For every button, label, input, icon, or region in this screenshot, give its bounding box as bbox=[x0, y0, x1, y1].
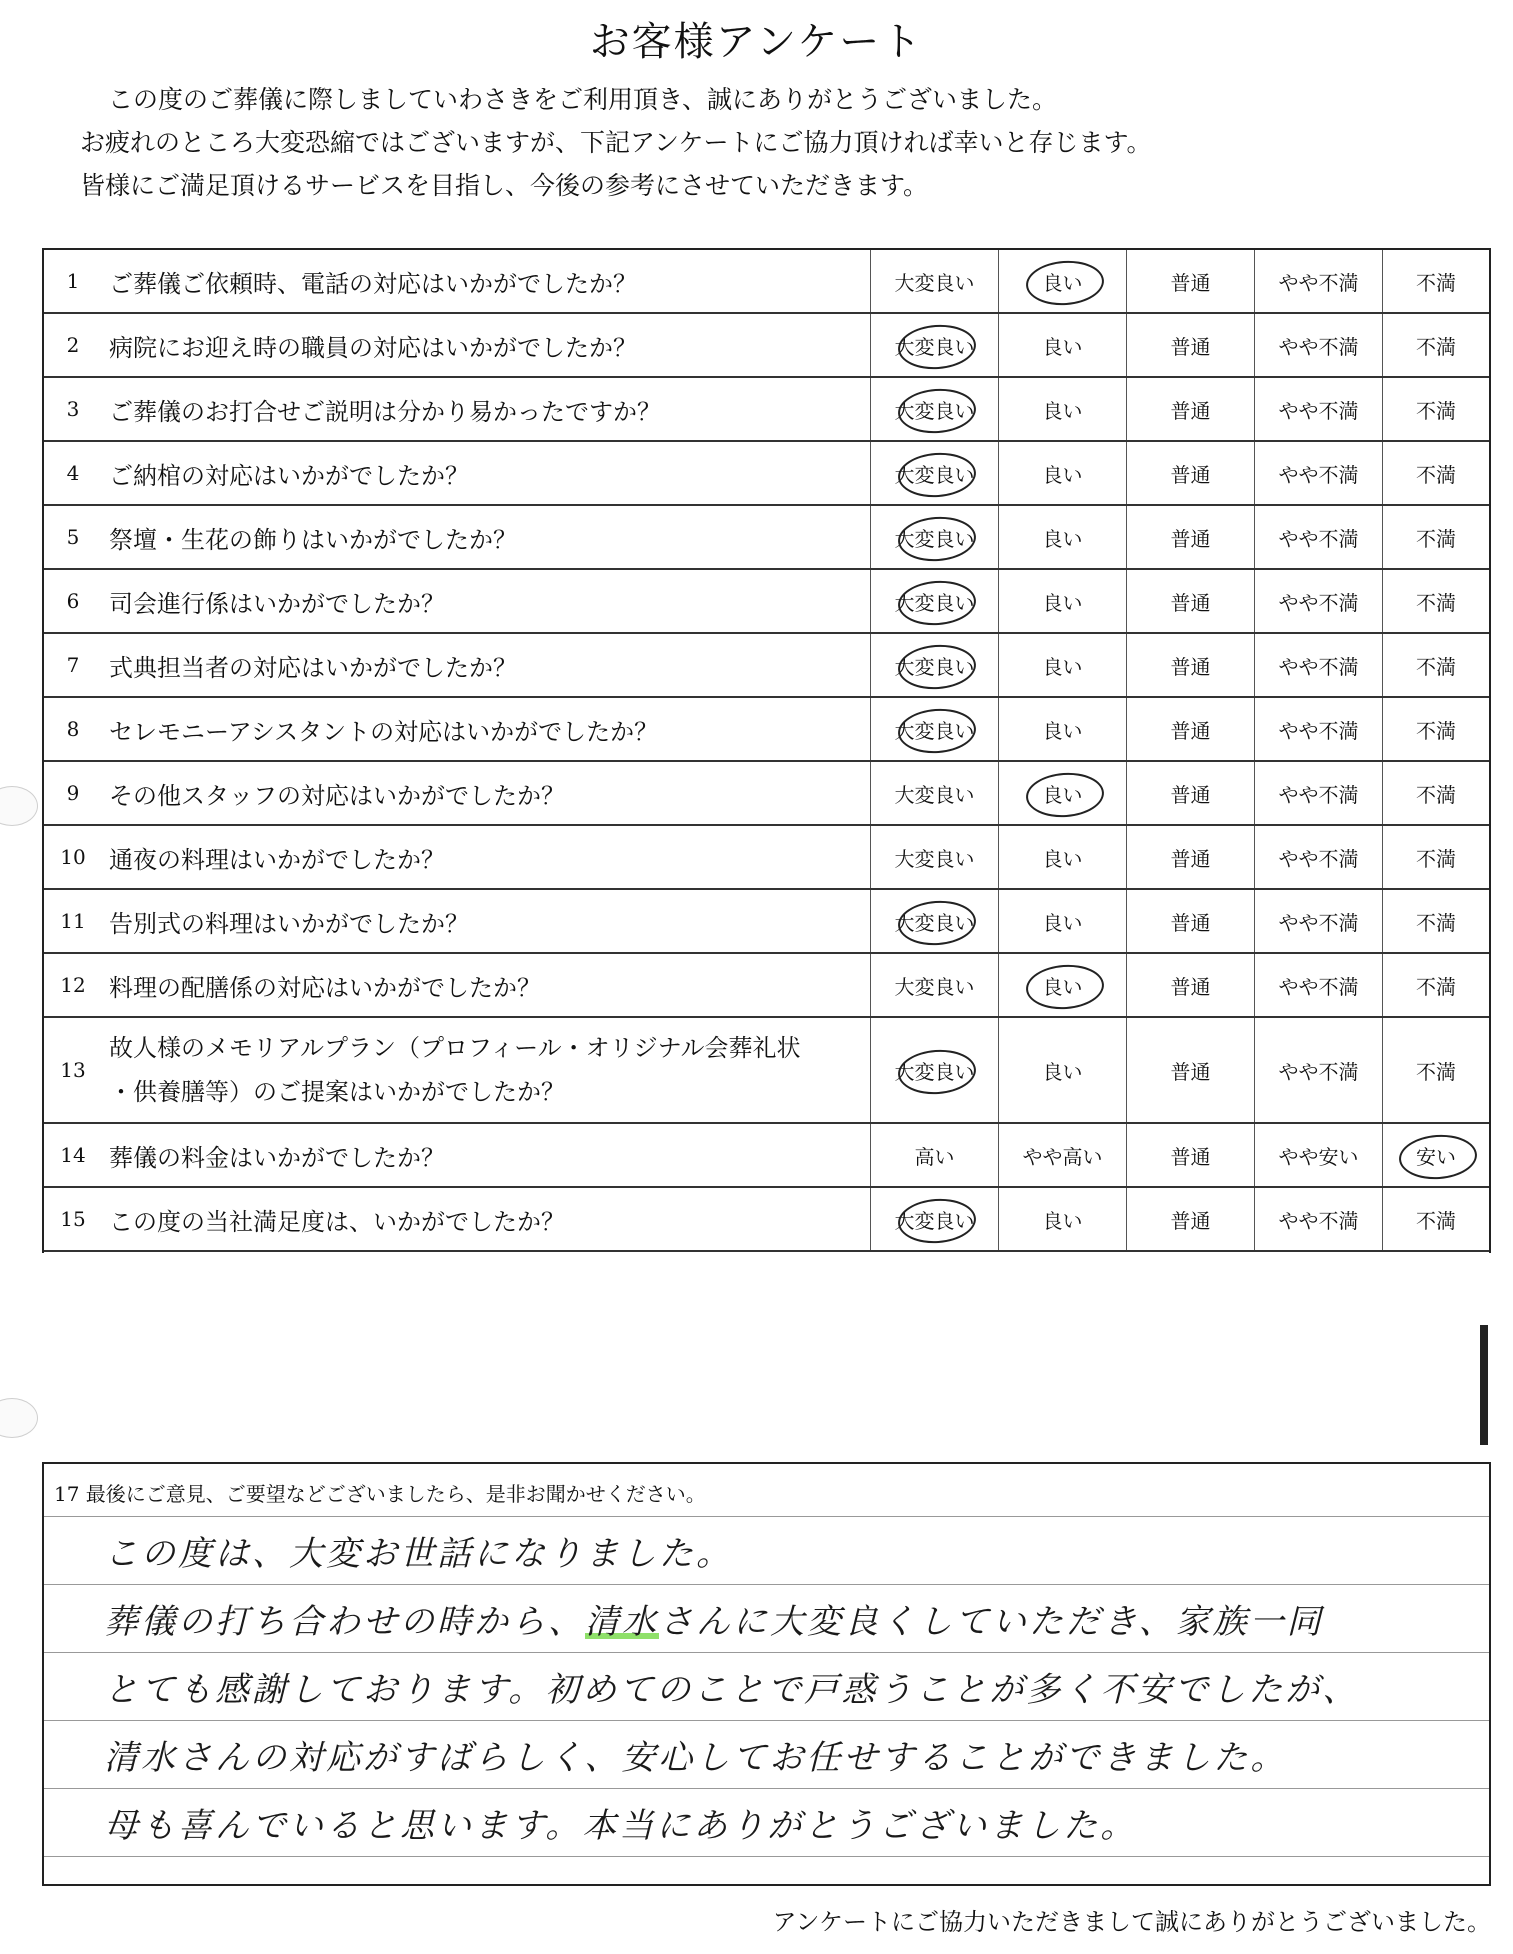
question-row bbox=[44, 1018, 1489, 1124]
question-text: 司会進行係はいかがでしたか？ bbox=[109, 589, 445, 618]
rating-option[interactable]: 普通 bbox=[1126, 570, 1254, 632]
intro-line: お疲れのところ大変恐縮ではございますが、下記アンケートにご協力頂ければ幸いと存じます。 bbox=[80, 128, 1152, 157]
rating-option[interactable]: 良い bbox=[998, 890, 1126, 952]
rating-option[interactable]: やや不満 bbox=[1254, 762, 1382, 824]
rating-option[interactable]: 不満 bbox=[1382, 954, 1489, 1016]
scan-mark bbox=[1480, 1325, 1488, 1445]
rating-option[interactable]: 良い bbox=[998, 634, 1126, 696]
rating-options bbox=[870, 314, 1489, 376]
question-number: 9 bbox=[66, 781, 80, 805]
rating-options bbox=[870, 1124, 1489, 1186]
rating-option[interactable]: 不満 bbox=[1382, 1188, 1489, 1250]
question-row bbox=[44, 570, 1489, 634]
rating-option[interactable]: 普通 bbox=[1126, 762, 1254, 824]
rating-option[interactable]: 不満 bbox=[1382, 698, 1489, 760]
rating-option[interactable]: 大変良い bbox=[870, 378, 998, 440]
question-number: 14 bbox=[60, 1143, 86, 1167]
rating-option[interactable]: 不満 bbox=[1382, 1018, 1489, 1122]
question-text: ご葬儀ご依頼時、電話の対応はいかがでしたか？ bbox=[109, 269, 637, 298]
ruled-line bbox=[44, 1652, 1489, 1653]
rating-option[interactable]: 不満 bbox=[1382, 250, 1489, 312]
question-number: 2 bbox=[66, 333, 80, 357]
question-number: 13 bbox=[60, 1058, 86, 1082]
question-row bbox=[44, 1124, 1489, 1188]
question-number: 11 bbox=[60, 909, 86, 933]
question-row bbox=[44, 954, 1489, 1018]
question-number: 5 bbox=[66, 525, 80, 549]
rating-option[interactable]: 普通 bbox=[1126, 826, 1254, 888]
question-text: 告別式の料理はいかがでしたか？ bbox=[109, 909, 469, 938]
rating-option[interactable]: 大変良い bbox=[870, 314, 998, 376]
rating-option[interactable]: 不満 bbox=[1382, 826, 1489, 888]
survey-table bbox=[42, 248, 1491, 1253]
highlighted-name: 清水 bbox=[585, 1602, 659, 1642]
rating-option[interactable]: 良い bbox=[998, 570, 1126, 632]
rating-option[interactable]: 大変良い bbox=[870, 250, 998, 312]
rating-options bbox=[870, 250, 1489, 312]
rating-option[interactable]: 普通 bbox=[1126, 698, 1254, 760]
rating-option[interactable]: やや不満 bbox=[1254, 570, 1382, 632]
ruled-line bbox=[44, 1584, 1489, 1585]
rating-option[interactable]: 安い bbox=[1382, 1124, 1489, 1186]
question-number: 12 bbox=[60, 973, 86, 997]
question-text: ご納棺の対応はいかがでしたか？ bbox=[109, 461, 469, 490]
rating-option[interactable]: 良い bbox=[998, 1188, 1126, 1250]
question-text-line: ・供養膳等）のご提案はいかがでしたか？ bbox=[109, 1078, 565, 1106]
rating-option[interactable]: 大変良い bbox=[870, 826, 998, 888]
question-row bbox=[44, 314, 1489, 378]
question-row bbox=[44, 698, 1489, 762]
question-text bbox=[109, 1018, 909, 1122]
question-number: 1 bbox=[66, 269, 80, 293]
rating-options bbox=[870, 442, 1489, 504]
question-number: 6 bbox=[66, 589, 80, 613]
handwritten-line: 清水さんの対応がすばらしく、安心してお任せすることができました。 bbox=[104, 1738, 1288, 1778]
rating-option[interactable]: 不満 bbox=[1382, 762, 1489, 824]
question-row bbox=[44, 506, 1489, 570]
rating-option[interactable]: 大変良い bbox=[870, 506, 998, 568]
question-text: 料理の配膳係の対応はいかがでしたか？ bbox=[109, 973, 541, 1002]
question-number: 8 bbox=[66, 717, 80, 741]
rating-options bbox=[870, 634, 1489, 696]
rating-options bbox=[870, 378, 1489, 440]
rating-option[interactable]: やや不満 bbox=[1254, 634, 1382, 696]
intro-text bbox=[80, 78, 1460, 207]
rating-option[interactable]: やや不満 bbox=[1254, 506, 1382, 568]
rating-options bbox=[870, 954, 1489, 1016]
rating-option[interactable]: 良い bbox=[998, 378, 1126, 440]
rating-option[interactable]: 大変良い bbox=[870, 1188, 998, 1250]
rating-option[interactable]: 大変良い bbox=[870, 762, 998, 824]
ruled-line bbox=[44, 1856, 1489, 1857]
question-row bbox=[44, 634, 1489, 698]
rating-option[interactable]: 大変良い bbox=[870, 442, 998, 504]
question-row bbox=[44, 826, 1489, 890]
question-row bbox=[44, 250, 1489, 314]
punch-hole bbox=[0, 786, 38, 826]
rating-options bbox=[870, 698, 1489, 760]
rating-option[interactable]: 普通 bbox=[1126, 1188, 1254, 1250]
question-number: 7 bbox=[66, 653, 80, 677]
rating-option[interactable]: 良い bbox=[998, 314, 1126, 376]
handwritten-line: 葬儀の打ち合わせの時から、清水さんに大変良くしていただき、家族一同 bbox=[104, 1602, 1324, 1642]
rating-option[interactable]: やや不満 bbox=[1254, 250, 1382, 312]
rating-option[interactable]: 不満 bbox=[1382, 890, 1489, 952]
rating-options bbox=[870, 890, 1489, 952]
rating-option[interactable]: 普通 bbox=[1126, 890, 1254, 952]
rating-option[interactable]: 良い bbox=[998, 826, 1126, 888]
ruled-line bbox=[44, 1720, 1489, 1721]
rating-option[interactable]: 高い bbox=[870, 1124, 998, 1186]
rating-option[interactable]: 普通 bbox=[1126, 250, 1254, 312]
rating-option[interactable]: 良い bbox=[998, 1018, 1126, 1122]
question-number: 3 bbox=[66, 397, 80, 421]
intro-line: 皆様にご満足頂けるサービスを目指し、今後の参考にさせていただきます。 bbox=[80, 171, 929, 200]
rating-option[interactable]: 普通 bbox=[1126, 314, 1254, 376]
rating-option[interactable]: やや不満 bbox=[1254, 378, 1382, 440]
punch-hole bbox=[0, 1398, 38, 1438]
footer-thanks: アンケートにご協力いただきまして誠にありがとうございました。 bbox=[772, 1908, 1491, 1936]
rating-options bbox=[870, 1188, 1489, 1250]
question-text: 祭壇・生花の飾りはいかがでしたか？ bbox=[109, 525, 517, 554]
question-row bbox=[44, 442, 1489, 506]
rating-options bbox=[870, 506, 1489, 568]
rating-option[interactable]: 良い bbox=[998, 762, 1126, 824]
rating-option[interactable]: やや不満 bbox=[1254, 1018, 1382, 1122]
question-row bbox=[44, 890, 1489, 954]
rating-option[interactable]: 大変良い bbox=[870, 954, 998, 1016]
rating-option[interactable]: 良い bbox=[998, 954, 1126, 1016]
question-row bbox=[44, 378, 1489, 442]
rating-option[interactable]: 大変良い bbox=[870, 634, 998, 696]
question-text: その他スタッフの対応はいかがでしたか？ bbox=[109, 781, 565, 810]
rating-option[interactable]: 普通 bbox=[1126, 378, 1254, 440]
question-text-line: 故人様のメモリアルプラン（プロフィール・オリジナル会葬礼状 bbox=[109, 1034, 801, 1062]
rating-option[interactable]: 普通 bbox=[1126, 506, 1254, 568]
question-text: 通夜の料理はいかがでしたか？ bbox=[109, 845, 445, 874]
rating-option[interactable]: 良い bbox=[998, 250, 1126, 312]
ruled-line bbox=[44, 1516, 1489, 1517]
rating-options bbox=[870, 762, 1489, 824]
rating-options bbox=[870, 826, 1489, 888]
handwritten-line: この度は、大変お世話になりました。 bbox=[104, 1534, 733, 1574]
ruled-line bbox=[44, 1788, 1489, 1789]
question-number: 15 bbox=[60, 1207, 86, 1231]
rating-option[interactable]: 不満 bbox=[1382, 506, 1489, 568]
rating-option[interactable]: 大変良い bbox=[870, 698, 998, 760]
comments-header: 17 最後にご意見、ご要望などございましたら、是非お聞かせください。 bbox=[54, 1482, 706, 1506]
rating-option[interactable]: 不満 bbox=[1382, 634, 1489, 696]
rating-option[interactable]: 大変良い bbox=[870, 890, 998, 952]
question-row bbox=[44, 1188, 1489, 1252]
question-text: 式典担当者の対応はいかがでしたか？ bbox=[109, 653, 517, 682]
rating-options bbox=[870, 1018, 1489, 1122]
question-row bbox=[44, 762, 1489, 826]
comments-box bbox=[42, 1462, 1491, 1886]
rating-option[interactable]: 普通 bbox=[1126, 442, 1254, 504]
rating-option[interactable]: 不満 bbox=[1382, 442, 1489, 504]
rating-option[interactable]: 大変良い bbox=[870, 1018, 998, 1122]
question-text: 葬儀の料金はいかがでしたか？ bbox=[109, 1143, 445, 1172]
question-text: ご葬儀のお打合せご説明は分かり易かったですか？ bbox=[109, 397, 661, 426]
rating-option[interactable]: 普通 bbox=[1126, 634, 1254, 696]
page-title: お客様アンケート bbox=[589, 19, 924, 65]
question-number: 10 bbox=[60, 845, 86, 869]
rating-option[interactable]: やや不満 bbox=[1254, 698, 1382, 760]
rating-option[interactable]: 不満 bbox=[1382, 570, 1489, 632]
rating-option[interactable]: 普通 bbox=[1126, 954, 1254, 1016]
handwritten-line: 母も喜んでいると思います。本当にありがとうございました。 bbox=[104, 1806, 1138, 1846]
rating-option[interactable]: 良い bbox=[998, 698, 1126, 760]
rating-option[interactable]: 大変良い bbox=[870, 570, 998, 632]
question-number: 4 bbox=[66, 461, 80, 485]
rating-option[interactable]: やや不満 bbox=[1254, 890, 1382, 952]
rating-option[interactable]: 不満 bbox=[1382, 314, 1489, 376]
rating-option[interactable]: やや高い bbox=[998, 1124, 1126, 1186]
rating-options bbox=[870, 570, 1489, 632]
rating-option[interactable]: 良い bbox=[998, 506, 1126, 568]
rating-option[interactable]: やや不満 bbox=[1254, 314, 1382, 376]
intro-line: この度のご葬儀に際しましていわさきをご利用頂き、誠にありがとうございました。 bbox=[108, 85, 1058, 114]
question-text: 病院にお迎え時の職員の対応はいかがでしたか？ bbox=[109, 333, 637, 362]
rating-option[interactable]: やや安い bbox=[1254, 1124, 1382, 1186]
question-text: この度の当社満足度は、いかがでしたか？ bbox=[109, 1207, 565, 1236]
rating-option[interactable]: やや不満 bbox=[1254, 442, 1382, 504]
handwritten-line: とても感謝しております。初めてのことで戸惑うことが多く不安でしたが、 bbox=[104, 1670, 1360, 1710]
rating-option[interactable]: 普通 bbox=[1126, 1124, 1254, 1186]
rating-option[interactable]: やや不満 bbox=[1254, 954, 1382, 1016]
rating-option[interactable]: 不満 bbox=[1382, 378, 1489, 440]
rating-option[interactable]: 良い bbox=[998, 442, 1126, 504]
rating-option[interactable]: やや不満 bbox=[1254, 1188, 1382, 1250]
question-text: セレモニーアシスタントの対応はいかがでしたか？ bbox=[109, 717, 659, 746]
rating-option[interactable]: やや不満 bbox=[1254, 826, 1382, 888]
rating-option[interactable]: 普通 bbox=[1126, 1018, 1254, 1122]
